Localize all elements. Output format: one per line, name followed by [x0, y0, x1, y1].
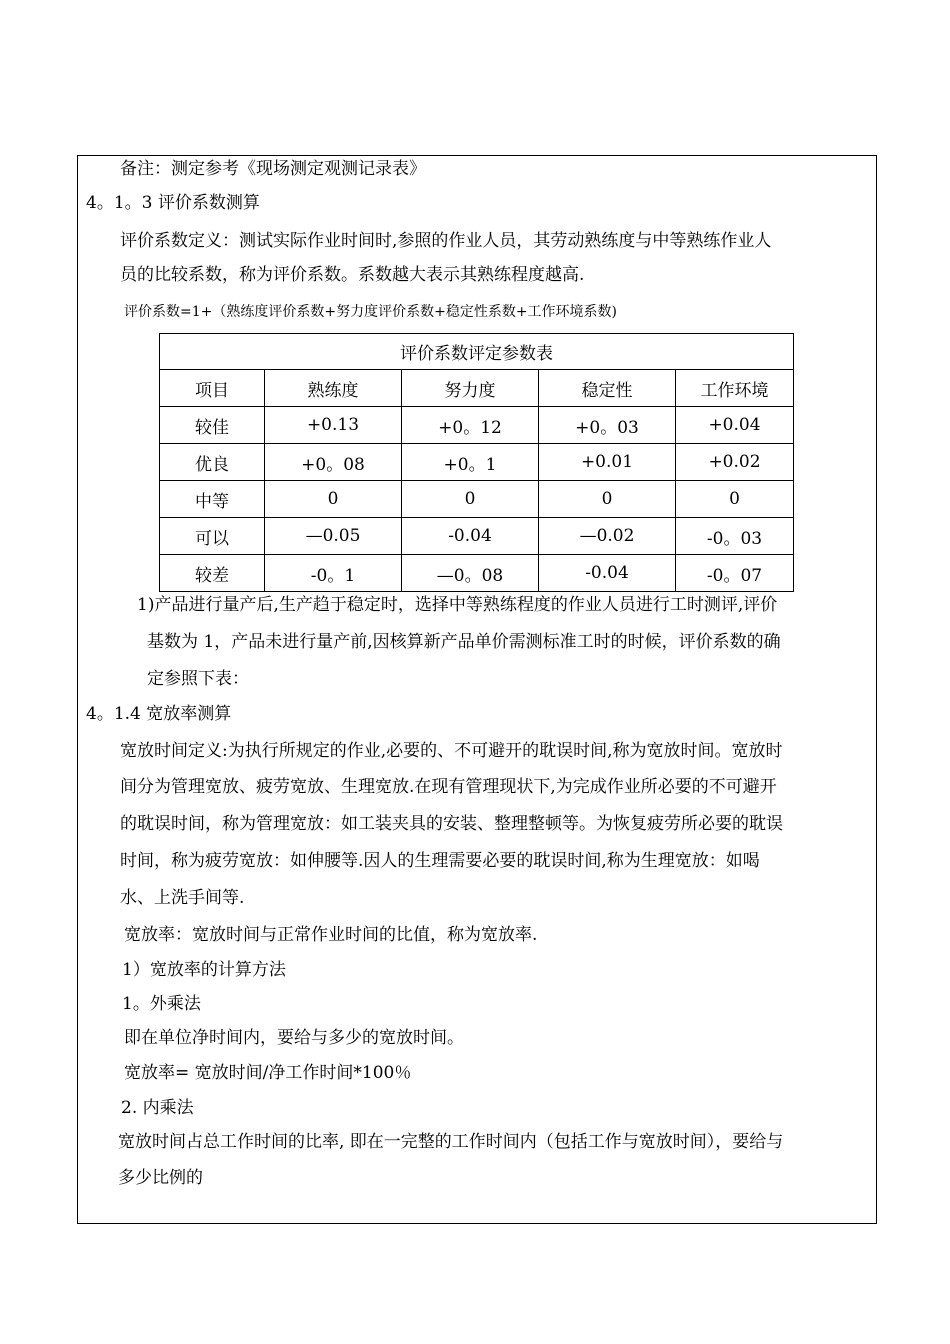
note-line: 备注：测定参考《现场测定观测记录表》: [120, 159, 426, 179]
subheading-line: 1）宽放率的计算方法: [122, 960, 286, 980]
table-cell: -0。07: [676, 555, 794, 592]
paragraph-line: 间分为管理宽放、疲劳宽放、生理宽放.在现有管理现状下,为完成作业所必要的不可避开: [120, 777, 777, 797]
section-heading-4-1-4: 4。1.4 宽放率测算: [86, 704, 232, 724]
table-cell: +0。1: [402, 444, 539, 481]
coefficient-table: [159, 333, 794, 592]
table-cell: +0。03: [539, 407, 676, 444]
table-cell: 较佳: [160, 407, 265, 444]
table-cell: 中等: [160, 481, 265, 518]
table-row: [160, 444, 794, 481]
table-cell: —0。08: [402, 555, 539, 592]
paragraph-line: 1)产品进行量产后,生产趋于稳定时，选择中等熟练程度的作业人员进行工时测评,评价: [137, 595, 778, 615]
table-cell: +0.04: [676, 407, 794, 444]
table-header-cell: 工作环境: [676, 370, 794, 407]
table-header-cell: 项目: [160, 370, 265, 407]
paragraph-line: 员的比较系数，称为评价系数。系数越大表示其熟练程度越高.: [120, 265, 585, 285]
paragraph-line: 定参照下表：: [147, 669, 249, 689]
table-cell: —0.02: [539, 518, 676, 555]
table-cell: +0.02: [676, 444, 794, 481]
table-row: [160, 481, 794, 518]
table-cell: 0: [265, 481, 402, 518]
table-cell: +0.01: [539, 444, 676, 481]
paragraph-line: 基数为 1，产品未进行量产前,因核算新产品单价需测标准工时的时候，评价系数的确: [147, 632, 781, 652]
table-cell: 可以: [160, 518, 265, 555]
table-cell: -0。1: [265, 555, 402, 592]
table-cell: +0.13: [265, 407, 402, 444]
paragraph-line: 宽放率：宽放时间与正常作业时间的比值，称为宽放率.: [124, 925, 538, 945]
table-row: [160, 518, 794, 555]
table-cell: -0.04: [539, 555, 676, 592]
paragraph-line: 时间，称为疲劳宽放：如伸腰等.因人的生理需要必要的耽误时间,称为生理宽放：如喝: [120, 851, 760, 871]
table-header-cell: 稳定性: [539, 370, 676, 407]
table-cell: 0: [676, 481, 794, 518]
paragraph-line: 宽放时间占总工作时间的比率, 即在一完整的工作时间内（包括工作与宽放时间），要给与: [118, 1132, 784, 1152]
section-heading-4-1-3: 4。1。3 评价系数测算: [86, 193, 260, 213]
subheading-line: 2. 内乘法: [121, 1098, 194, 1118]
table-cell: -0。03: [676, 518, 794, 555]
paragraph-line: 多少比例的: [118, 1168, 203, 1188]
table-cell: -0.04: [402, 518, 539, 555]
subheading-line: 1。外乘法: [122, 994, 201, 1014]
table-cell: 0: [402, 481, 539, 518]
table-row: [160, 555, 794, 592]
table-row: [160, 407, 794, 444]
table-title: 评价系数评定参数表: [160, 334, 794, 370]
table-header-row: [160, 370, 794, 407]
paragraph-line: 宽放时间定义:为执行所规定的作业,必要的、不可避开的耽误时间,称为宽放时间。宽放时: [120, 741, 783, 761]
paragraph-line: 评价系数定义：测试实际作业时间时,参照的作业人员，其劳动熟练度与中等熟练作业人: [120, 231, 772, 251]
table-cell: 较差: [160, 555, 265, 592]
paragraph-line: 即在单位净时间内，要给与多少的宽放时间。: [124, 1028, 464, 1048]
formula-line: 评价系数=1+（熟练度评价系数+努力度评价系数+稳定性系数+工作环境系数): [124, 304, 618, 320]
paragraph-line: 的耽误时间，称为管理宽放：如工装夹具的安装、整理整顿等。为恢复疲劳所必要的耽误: [120, 814, 783, 834]
table-header-cell: 熟练度: [265, 370, 402, 407]
table-header-cell: 努力度: [402, 370, 539, 407]
table-cell: —0.05: [265, 518, 402, 555]
paragraph-line: 水、上洗手间等.: [120, 888, 245, 908]
table-cell: +0。12: [402, 407, 539, 444]
table-cell: 优良: [160, 444, 265, 481]
table-cell: +0。08: [265, 444, 402, 481]
formula-line: 宽放率= 宽放时间/净工作时间*100％: [124, 1063, 412, 1083]
table-cell: 0: [539, 481, 676, 518]
